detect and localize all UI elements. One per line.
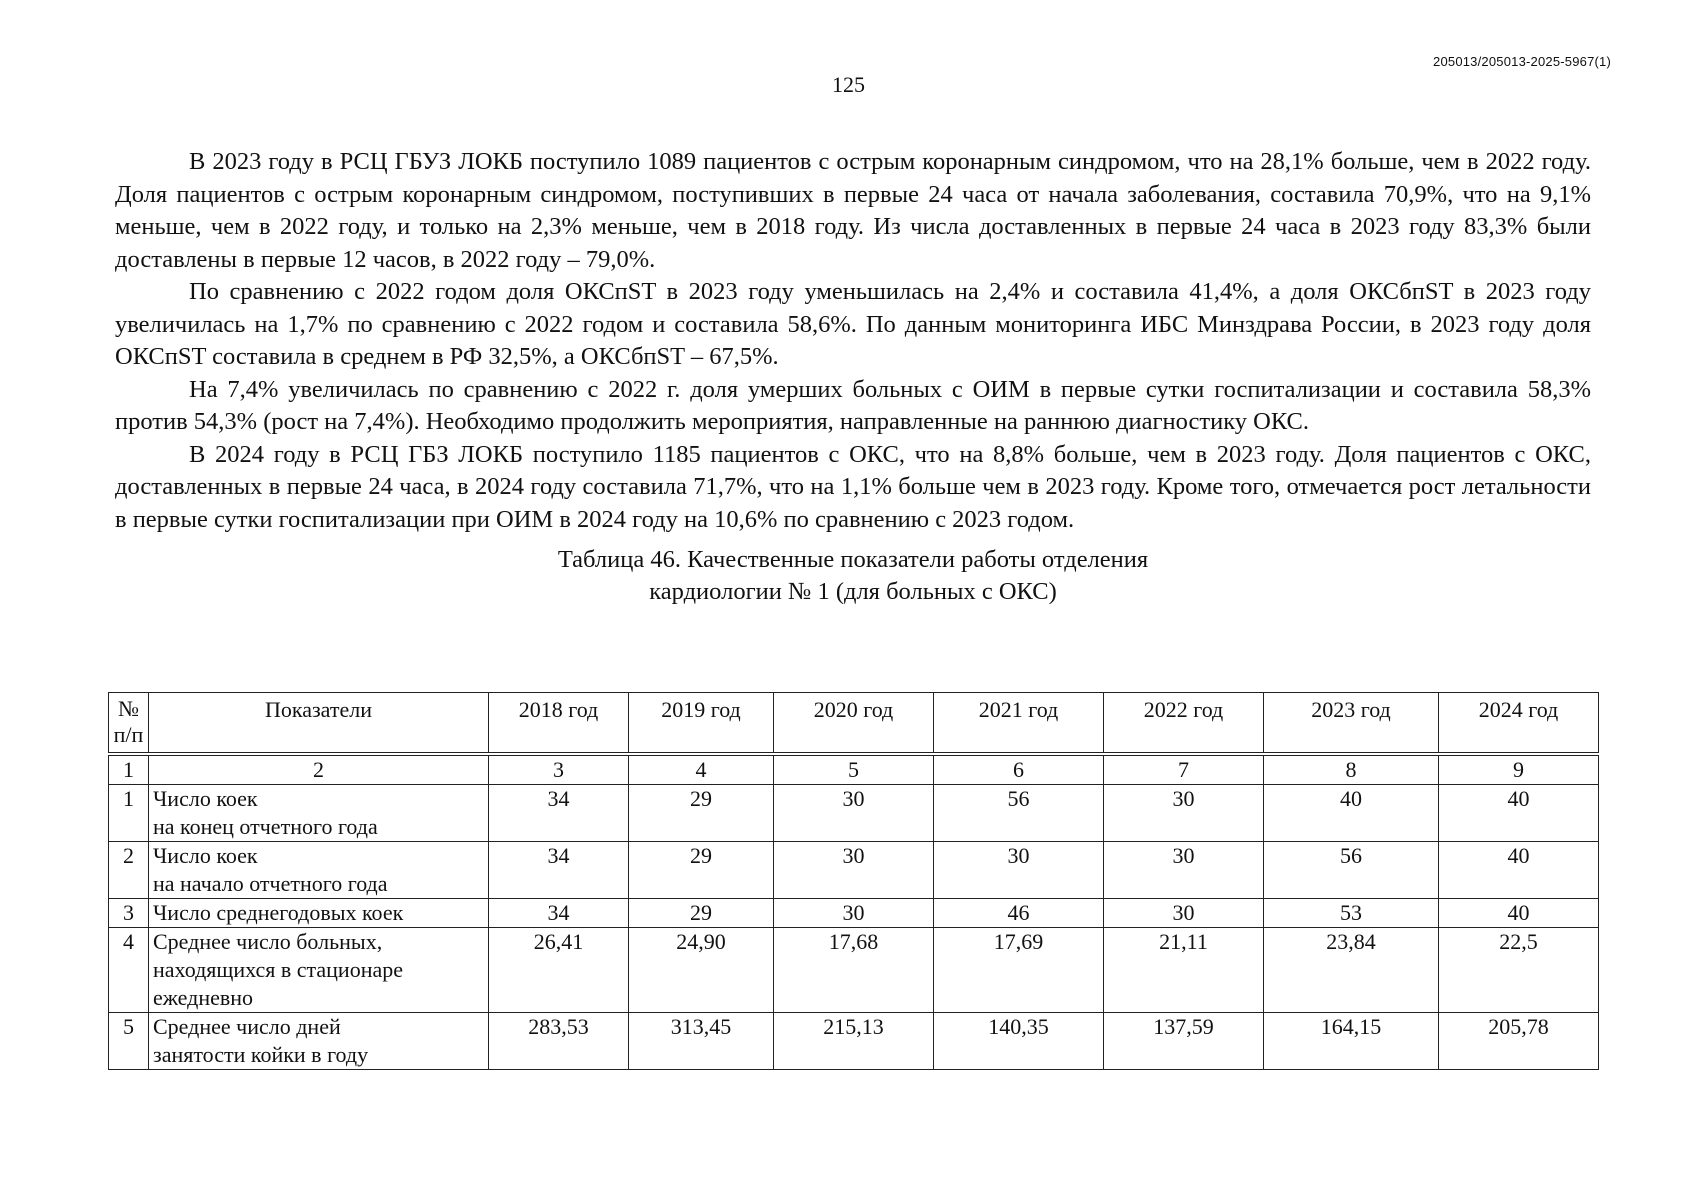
cell-2023: 53	[1264, 899, 1439, 928]
cell-2024: 40	[1439, 785, 1599, 842]
row-number: 2	[109, 842, 149, 899]
cell-2019: 29	[629, 842, 774, 899]
row-label-line: занятости койки в году	[153, 1042, 369, 1067]
cell-2018: 34	[489, 899, 629, 928]
cell-2020: 30	[774, 842, 934, 899]
row-label-line: Число среднегодовых коек	[153, 900, 404, 925]
cell-2021: 30	[934, 842, 1104, 899]
cell-2020: 17,68	[774, 928, 934, 1013]
table-row	[109, 1013, 1599, 1070]
row-label-line: Среднее число больных,	[153, 929, 383, 954]
table-caption-line-1: Таблица 46. Качественные показатели работы отделения	[557, 546, 1149, 573]
table-row	[109, 899, 1599, 928]
column-number: 6	[934, 754, 1104, 785]
row-label-line: находящихся в стационаре	[153, 957, 403, 982]
row-label-line: Число коек	[153, 786, 258, 811]
column-number-row	[109, 754, 1599, 785]
cell-2022: 30	[1104, 785, 1264, 842]
cell-2018: 283,53	[489, 1013, 629, 1070]
cell-2021: 140,35	[934, 1013, 1104, 1070]
paragraph-3: На 7,4% увеличилась по сравнению с 2022 г. доля умерших больных с ОИМ в первые сутки госпитализации и составила 58,3% против 54,3% (рост на 7,4%). Необходимо продолжить мероприятия, направленные на раннюю диагностику ОКС.	[115, 375, 1591, 435]
row-label-line: Число коек	[153, 843, 258, 868]
cell-2019: 29	[629, 899, 774, 928]
cell-2018: 26,41	[489, 928, 629, 1013]
cell-2024: 205,78	[1439, 1013, 1599, 1070]
row-number: 3	[109, 899, 149, 928]
cell-2021: 56	[934, 785, 1104, 842]
document-id: 205013/205013-2025-5967(1)	[1433, 54, 1611, 69]
cell-2018: 34	[489, 785, 629, 842]
cell-2020: 215,13	[774, 1013, 934, 1070]
cell-2021: 46	[934, 899, 1104, 928]
cell-2022: 137,59	[1104, 1013, 1264, 1070]
paragraph-1: В 2023 году в РСЦ ГБУЗ ЛОКБ поступило 1089 пациентов с острым коронарным синдромом, что на 28,1% больше, чем в 2022 году. Доля пациентов с острым коронарным синдромом, поступивших в первые 24 часа от начала заболевания, составила 70,9%, что на 9,1% меньше, чем в 2022 году, и только на 2,3% меньше, чем в 2018 году. Из числа доставленных в первые 24 часа в 2023 году 83,3% были доставлены в первые 12 часов, в 2022 году – 79,0%.	[115, 148, 1591, 273]
cell-2019: 24,90	[629, 928, 774, 1013]
cell-2024: 22,5	[1439, 928, 1599, 1013]
column-number: 8	[1264, 754, 1439, 785]
column-number: 3	[489, 754, 629, 785]
header-2019: 2019 год	[629, 693, 774, 755]
cell-2019: 29	[629, 785, 774, 842]
cell-2023: 164,15	[1264, 1013, 1439, 1070]
cell-2024: 40	[1439, 899, 1599, 928]
cell-2023: 56	[1264, 842, 1439, 899]
column-number: 9	[1439, 754, 1599, 785]
cell-2022: 30	[1104, 842, 1264, 899]
header-number: № п/п	[109, 693, 149, 755]
column-number: 7	[1104, 754, 1264, 785]
column-number: 1	[109, 754, 149, 785]
header-2021: 2021 год	[934, 693, 1104, 755]
row-label	[149, 1013, 489, 1070]
cell-2024: 40	[1439, 842, 1599, 899]
column-number: 4	[629, 754, 774, 785]
row-label	[149, 842, 489, 899]
table-header-row	[109, 693, 1599, 755]
cell-2023: 40	[1264, 785, 1439, 842]
header-2024: 2024 год	[1439, 693, 1599, 755]
cell-2019: 313,45	[629, 1013, 774, 1070]
row-label	[149, 928, 489, 1013]
cell-2020: 30	[774, 785, 934, 842]
row-label-line: на начало отчетного года	[153, 871, 388, 896]
table-row	[109, 928, 1599, 1013]
cell-2023: 23,84	[1264, 928, 1439, 1013]
row-label	[149, 785, 489, 842]
page-number: 125	[832, 72, 865, 97]
cell-2018: 34	[489, 842, 629, 899]
quality-indicators-table	[108, 692, 1599, 1070]
header-2020: 2020 год	[774, 693, 934, 755]
row-number: 4	[109, 928, 149, 1013]
row-label-line: Среднее число дней	[153, 1014, 341, 1039]
row-label-line: ежедневно	[153, 985, 254, 1010]
table-caption	[115, 544, 1591, 608]
row-number: 5	[109, 1013, 149, 1070]
row-number: 1	[109, 785, 149, 842]
paragraph-2: По сравнению с 2022 годом доля ОКСпST в 2023 году уменьшилась на 2,4% и составила 41,4%, а доля ОКСбпST в 2023 году увеличилась на 1,7% по сравнению с 2022 годом и составила 58,6%. По данным мониторинга ИБС Минздрава России, в 2023 году доля ОКСпST составила в среднем в РФ 32,5%, а ОКСбпST – 67,5%.	[115, 278, 1591, 370]
header-2018: 2018 год	[489, 693, 629, 755]
header-2023: 2023 год	[1264, 693, 1439, 755]
table-row	[109, 842, 1599, 899]
header-2022: 2022 год	[1104, 693, 1264, 755]
table-row	[109, 785, 1599, 842]
row-label-line: на конец отчетного года	[153, 814, 378, 839]
table-caption-line-2: кардиологии № 1 (для больных с ОКС)	[649, 578, 1057, 605]
row-label	[149, 899, 489, 928]
cell-2020: 30	[774, 899, 934, 928]
cell-2021: 17,69	[934, 928, 1104, 1013]
cell-2022: 30	[1104, 899, 1264, 928]
document-body	[115, 146, 1591, 608]
header-indicator: Показатели	[149, 693, 489, 755]
column-number: 2	[149, 754, 489, 785]
column-number: 5	[774, 754, 934, 785]
cell-2022: 21,11	[1104, 928, 1264, 1013]
paragraph-4: В 2024 году в РСЦ ГБЗ ЛОКБ поступило 1185 пациентов с ОКС, что на 8,8% больше, чем в 2023 году. Доля пациентов с ОКС, доставленных в первые 24 часа, в 2024 году составила 71,7%, что на 1,1% больше чем в 2023 году. Кроме того, отмечается рост летальности в первые сутки госпитализации при ОИМ в 2024 году на 10,6% по сравнению с 2023 годом.	[115, 440, 1591, 533]
